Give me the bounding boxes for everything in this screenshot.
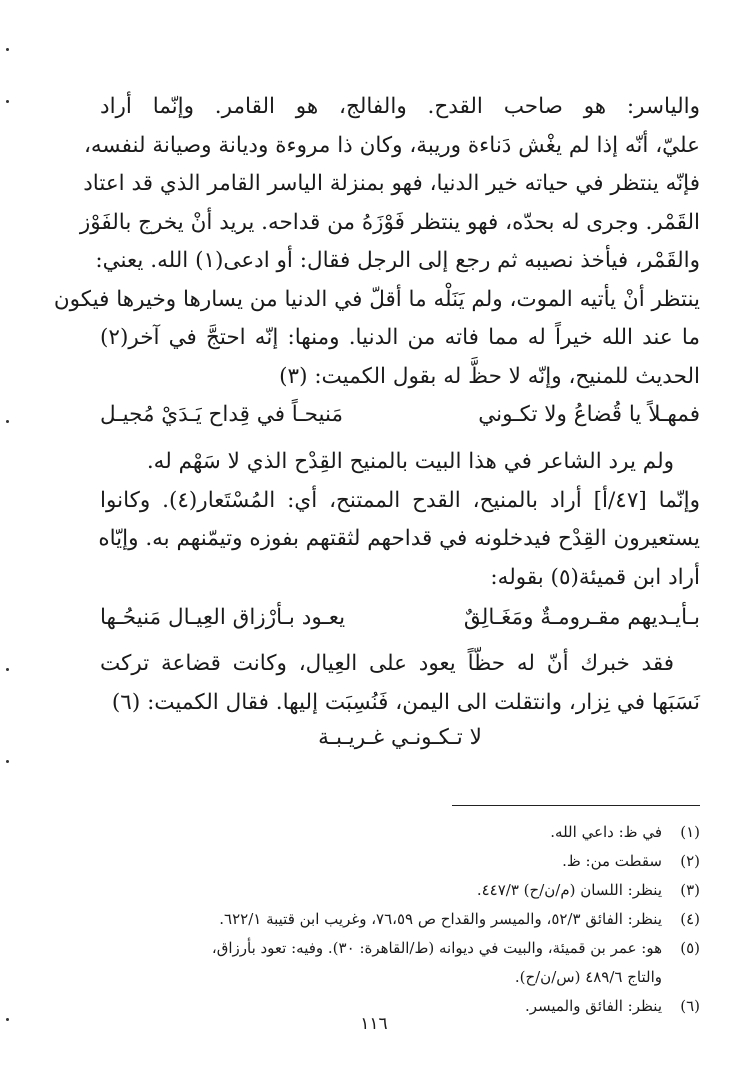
- verse-second-hemistich: مَنيحـاً في قِداح يَـدَيْ مُجيـل: [100, 402, 344, 427]
- scan-speck: [6, 420, 9, 423]
- footnote-number: (٣): [680, 881, 700, 899]
- text-line: أراد ابن قميئة(٥) بقوله:: [490, 564, 700, 590]
- text-line: يستعيرون القِدْح فيدخلونه في قداحهم لثقتهم بفوزه وتيمّنهم به. وإيّاه: [98, 526, 700, 551]
- footnote-number: (٦): [680, 997, 700, 1015]
- footnotes: [100, 818, 700, 1021]
- poetry-verse-1: [100, 395, 700, 435]
- verse-first-hemistich: فمهـلاً يا قُضاعُ ولا تكـوني: [478, 402, 700, 427]
- text-line: والقَمْر، فيأخذ نصيبه ثم رجع إلى الرجل فقال: أو ادعى(١) الله. يعني:: [95, 248, 700, 273]
- scan-speck: [6, 100, 9, 103]
- footnote-text: هو: عمر بن قميئة، والبيت في ديوانه (ط/القاهرة: ٣٠). وفيه: تعود بأرزاق،: [211, 939, 662, 957]
- footnote-item: [100, 847, 700, 876]
- footnote-number: (٢): [680, 852, 700, 870]
- scan-speck: [6, 1018, 9, 1021]
- text-line: نَسَبَها في نِزار، وانتقلت الى اليمن، فَنُسِبَت إليها. فقال الكميت: (٦): [111, 689, 700, 715]
- page-number: ١١٦: [360, 1014, 388, 1034]
- scan-speck: [6, 760, 9, 763]
- main-text-paragraph-3: [100, 645, 700, 722]
- footnote-text: ينظر: اللسان (م/ن/ح) ٤٤٧/٣.: [476, 881, 662, 899]
- footnote-text: والتاج ٤٨٩/٦ (س/ن/ح).: [514, 968, 662, 986]
- main-text-paragraph-1: [53, 88, 700, 396]
- text-line: ولم يرد الشاعر في هذا البيت بالمنيح القِدْح الذي لا سَهْم له.: [146, 449, 674, 474]
- footnote-item: [100, 818, 700, 847]
- footnote-number: (٥): [680, 939, 700, 957]
- footnote-number: (٤): [680, 910, 700, 928]
- footnote-item: [100, 905, 700, 934]
- verse-second-hemistich: يعـود بـأرْزاق العِيـال مَنيحُـها: [100, 605, 346, 630]
- text-line: القَمْر. وجرى له بحدّه، فهو ينتظر فَوْزَهُ من قداحه. يريد أنْ يخرج بالفَوْز: [79, 209, 700, 235]
- footnote-item: [100, 876, 700, 905]
- text-line: وإنّما [٤٧/أ] أراد بالمنيح، القدح الممتنح، أي: المُسْتَعار(٤). وكانوا: [100, 487, 700, 513]
- footnote-number: (١): [680, 823, 700, 841]
- scan-speck: [6, 668, 9, 671]
- footnote-text: في ظ: داعي الله.: [550, 823, 662, 841]
- text-line: ينتظر أنْ يأتيه الموت، ولم يَنَلْه ما أقلّ في الدنيا من يسارها وخيرها فيكون: [53, 286, 700, 312]
- scan-speck: [6, 48, 9, 51]
- footnote-item: [100, 934, 700, 992]
- footnote-separator: [452, 805, 700, 806]
- verse-first-hemistich: بـأيـديهم مقـرومـةٌ ومَغَـالِقٌ: [463, 605, 700, 630]
- text-line: ما عند الله خيراً له مما فاته من الدنيا. ومنها: إنّه احتجَّ في آخر(٢): [100, 325, 700, 350]
- text-line: فقد خبرك أنّ له حظّاً يعود على العِيال، وكانت قضاعة تركت: [100, 651, 674, 676]
- main-text-paragraph-2: [100, 443, 700, 597]
- text-line: الحديث للمنيح، وإنّه لا حظَّ له بقول الكميت: (٣): [279, 363, 700, 389]
- footnote-text: ينظر: الفائق ٥٢/٣، والميسر والقداح ص ٧٦،٥٩، وغريب ابن قتيبة ٦٢٢/١.: [219, 910, 662, 928]
- poetry-verse-2: [100, 598, 700, 638]
- poetry-verse-3: لا تـكـونـي غـريـبـة: [318, 725, 482, 750]
- text-line: والياسر: هو صاحب القدح. والفالج، هو القامر. وإنّما أراد: [100, 94, 700, 119]
- text-line: عليّ، أنّه إذا لم يغْش دَناءة وريبة، وكان ذا مروءة وديانة وصيانة لنفسه،: [83, 132, 700, 158]
- footnote-text: ينظر: الفائق والميسر.: [524, 997, 662, 1015]
- text-line: فإنّه ينتظر في حياته خير الدنيا، فهو بمنزلة الياسر القامر الذي قد اعتاد: [83, 171, 700, 196]
- footnote-text: سقطت من: ظ.: [562, 852, 662, 870]
